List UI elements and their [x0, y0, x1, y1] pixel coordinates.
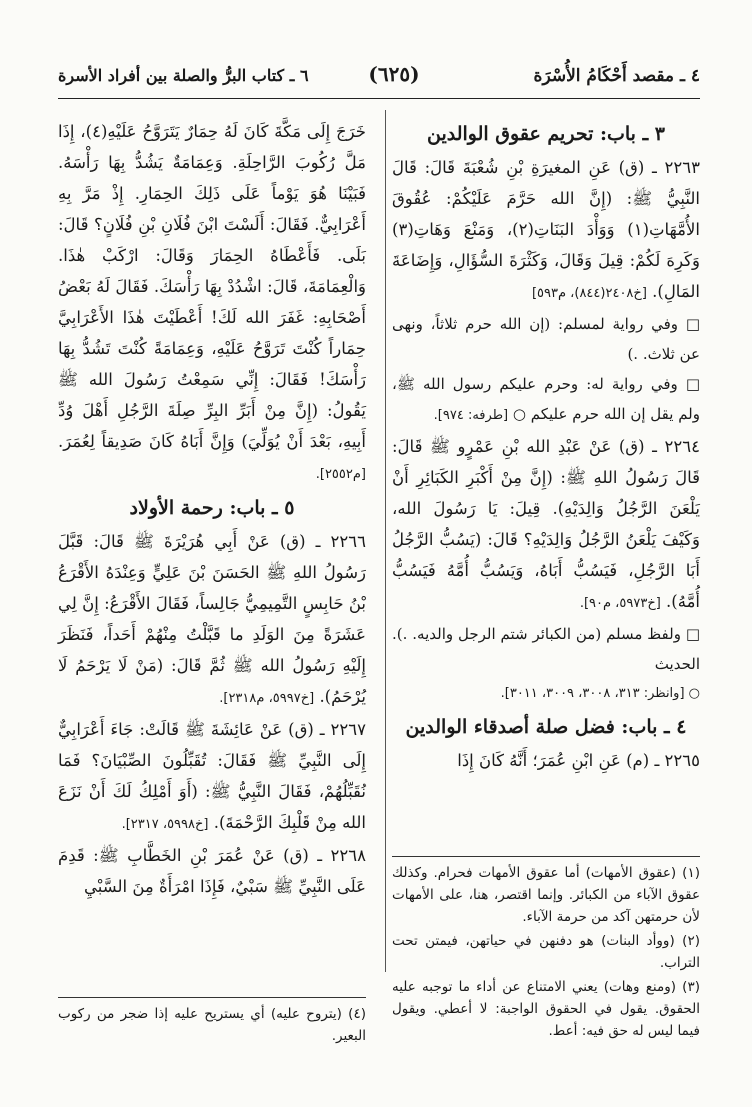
hadith-2263-note-2: [392, 369, 700, 431]
hadith-2267: [58, 714, 366, 840]
hadith-2263-text: ٢٢٦٣ ـ (ق) عَنِ المغيرَةِ بْنِ شُعْبَةَ قَالَ: قَالَ النَّبِيُّ ﷺ: (إِنَّ الله حَرَّمَ عَلَيْكُمْ: عُقُوقَ الأُمَّهَاتِ(١) وَوَأْدَ البَنَاتِ(٢)، وَمَنْعَ وَهَاتِ(٣) وَكَرِهَ لَكُمْ: قِيلَ وَقَالَ، وَكَثْرَةَ السُّؤَالِ، وَإِضَاعَةَ المَالِ).: [392, 158, 700, 301]
header-rule: [58, 98, 700, 99]
hadith-2266-ref: [خ٥٩٩٧، م٢٣١٨].: [219, 691, 315, 706]
hadith-2263-note-2-ref: [طرفه: ٩٧٤].: [433, 408, 509, 423]
hadith-2266-text: ٢٢٦٦ ـ (ق) عَنْ أَبِي هُرَيْرَةَ ﷺ قَالَ: قَبَّلَ رَسُولُ اللهِ ﷺ الحَسَنَ بْنَ عَلِيٍّ وَعِنْدَهُ الأَقْرَعُ بْنُ حَابِسٍ التَّمِيمِيُّ جَالِساً، فَقَالَ الأَقْرَعُ: إِنَّ لِي عَشَرَةً مِنَ الوَلَدِ ما قَبَّلْتُ مِنْهُمْ أَحَداً، فَنَظَرَ إِلَيْهِ رَسُولُ الله ﷺ ثُمَّ قَالَ: (مَنْ لَا يَرْحَمُ لَا يُرْحَمُ).: [58, 532, 366, 706]
hadith-2265-continued: [58, 116, 366, 490]
footnote-1: (١) (عقوق الأمهات) أما عقوق الأمهات فحرام. وكذلك عقوق الآباء من الكبائر. وإنما اقتصر، هنا، على الأمهات لأن حرمتهن آكد من حرمة الآباء.: [392, 865, 700, 925]
left-column: [58, 116, 366, 902]
hadith-2268-start: ٢٢٦٨ ـ (ق) عَنْ عُمَرَ بْنِ الخَطَّابِ ﷺ: قَدِمَ عَلَى النَّبِيِّ ﷺ سَبْيٌ، فَإِذَا امْرَأَةٌ مِنَ السَّبْيِ: [58, 846, 366, 896]
hadith-2264: [392, 431, 700, 619]
header-book-title: ٦ ـ كتاب البرُّ والصلة بين أفراد الأسرة: [58, 66, 309, 85]
footnote-3: (٣) (ومنع وهات) يعني الامتناع عن أداء ما توجبه عليه الحقوق. يقول في الحقوق الواجبة: لا أعطي. ويقول فيما ليس له حق فيه: أعط.: [392, 979, 700, 1039]
chapter-4-heading: ٤ ـ باب: فضل صلة أصدقاء الوالدين: [405, 716, 687, 738]
footnote-rule-left: [58, 997, 366, 998]
footnote-2: (٢) (ووأد البنات) هو دفنهن في حياتهن، فيمتن تحت التراب.: [392, 933, 700, 971]
chapter-5-heading: ٥ ـ باب: رحمة الأولاد: [129, 497, 295, 519]
hadith-2264-note-2: ○ [وانظر: ٣١٣، ٣٠٠٨، ٣٠٠٩، ٣٠١١].: [500, 686, 700, 701]
hadith-2264-ref: [خ٥٩٧٣، م٩٠].: [579, 596, 661, 611]
hadith-2264-note-1: □ ولفظ مسلم (من الكبائر شتم الرجل والديه. .). الحديث: [392, 625, 700, 673]
page-number: (٦٢٥): [368, 62, 420, 86]
footnote-4: (٤) (يتروح عليه) أي يستريح عليه إذا ضجر من ركوب البعير.: [58, 1006, 366, 1044]
hadith-2265-start: ٢٢٦٥ ـ (م) عَنِ ابْنِ عُمَرَ؛ أَنَّهُ كَانَ إِذَا: [457, 751, 700, 770]
hadith-2263-note-1: □ وفي رواية لمسلم: (إن الله حرم ثلاثاً، ونهى عن ثلاث. .): [392, 315, 700, 363]
hadith-2263: [392, 152, 700, 309]
footnotes-left: [58, 1003, 366, 1049]
column-divider: [385, 110, 386, 972]
hadith-2266: [58, 526, 366, 714]
chapter-3-heading: ٣ ـ باب: تحريم عقوق الوالدين: [427, 123, 665, 145]
hadith-2263-note-2-text: □ وفي رواية له: وحرم عليكم رسول الله ﷺ، ولم يقل إن الله حرم عليكم ○: [392, 375, 700, 423]
footnotes-right: [392, 862, 700, 1044]
hadith-2265-text: خَرَجَ إِلَى مَكَّةَ كَانَ لَهُ حِمَارٌ يَتَرَوَّحُ عَلَيْهِ(٤)، إِذَا مَلَّ رُكُوبَ الرَّاحِلَةِ. وَعِمَامَةٌ يَشُدُّ بِهَا رَأْسَهُ. فَبَيْنَا هُوَ يَوْماً عَلَى ذَلِكَ الحِمَارِ. إِذْ مَرَّ بِهِ أَعْرَابِيٌّ. فَقَالَ: أَلَسْتَ ابْنَ فُلَانِ بْنِ فُلَانٍ؟ قَالَ: بَلَى. فَأَعْطَاهُ الحِمَارَ وَقَالَ: ارْكَبْ هٰذَا. وَالْعِمَامَةَ، قَالَ: اشْدُدْ بِهَا رَأْسَكَ. فَقَالَ لَهُ بَعْضُ أَصْحَابِهِ: غَفَرَ الله لَكَ! أَعْطَيْتَ هٰذَا الأَعْرَابِيَّ حِمَاراً كُنْتَ تَرَوَّحُ عَلَيْهِ، وَعِمَامَةً كُنْتَ تَشُدُّ بِهَا رَأْسَكَ! فَقَالَ: إِنِّي سَمِعْتُ رَسُولَ الله ﷺ يَقُولُ: (إِنَّ مِنْ أَبَرِّ البِرِّ صِلَةَ الرَّجُلِ أَهْلَ وُدِّ أَبِيهِ، بَعْدَ أَنْ يُوَلِّيَ) وَإِنَّ أَبَاهُ كَانَ صَدِيقاً لِعُمَرَ.: [58, 122, 366, 451]
header-section-title: ٤ ـ مقصد أَحْكَامُ الأُسْرَة: [533, 66, 700, 86]
hadith-2265-ref: [م٢٥٥٢].: [315, 467, 366, 482]
hadith-2263-ref: [خ٢٤٠٨(٨٤٤)، م٥٩٣]: [531, 286, 647, 301]
hadith-2267-ref: [خ٥٩٩٨، ٢٣١٧].: [121, 817, 209, 832]
right-column: [392, 116, 700, 776]
hadith-2264-text: ٢٢٦٤ ـ (ق) عَنْ عَبْدِ الله بْنِ عَمْرٍو ﷺ قَالَ: قَالَ رَسُولُ اللهِ ﷺ: (إِنَّ مِنْ أَكْبَرِ الكَبَائِرِ أَنْ يَلْعَنَ الرَّجُلُ وَالِدَيْهِ). قِيلَ: يَا رَسُولَ الله، وَكَيْفَ يَلْعَنُ الرَّجُلُ وَالِدَيْهِ؟ قَالَ: (يَسُبُّ الرَّجُلُ أَبَا الرَّجُلِ، فَيَسُبُّ أَبَاهُ، وَيَسُبُّ أُمَّهُ فَيَسُبُّ أُمَّهُ).: [392, 437, 700, 611]
hadith-2267-text: ٢٢٦٧ ـ (ق) عَنْ عَائِشَةَ ﷺ قَالَتْ: جَاءَ أَعْرَابِيٌّ إِلَى النَّبِيِّ ﷺ فَقَالَ: تُقَبِّلُونَ الصِّبْيَانَ؟ فَمَا نُقَبِّلُهُمْ، فَقَالَ النَّبِيُّ ﷺ: (أَوَ أَمْلِكُ لَكَ أَنْ نَزَعَ الله مِنْ قَلْبِكَ الرَّحْمَةَ).: [58, 720, 366, 832]
running-header: [58, 60, 700, 96]
footnote-rule-right: [392, 856, 700, 857]
